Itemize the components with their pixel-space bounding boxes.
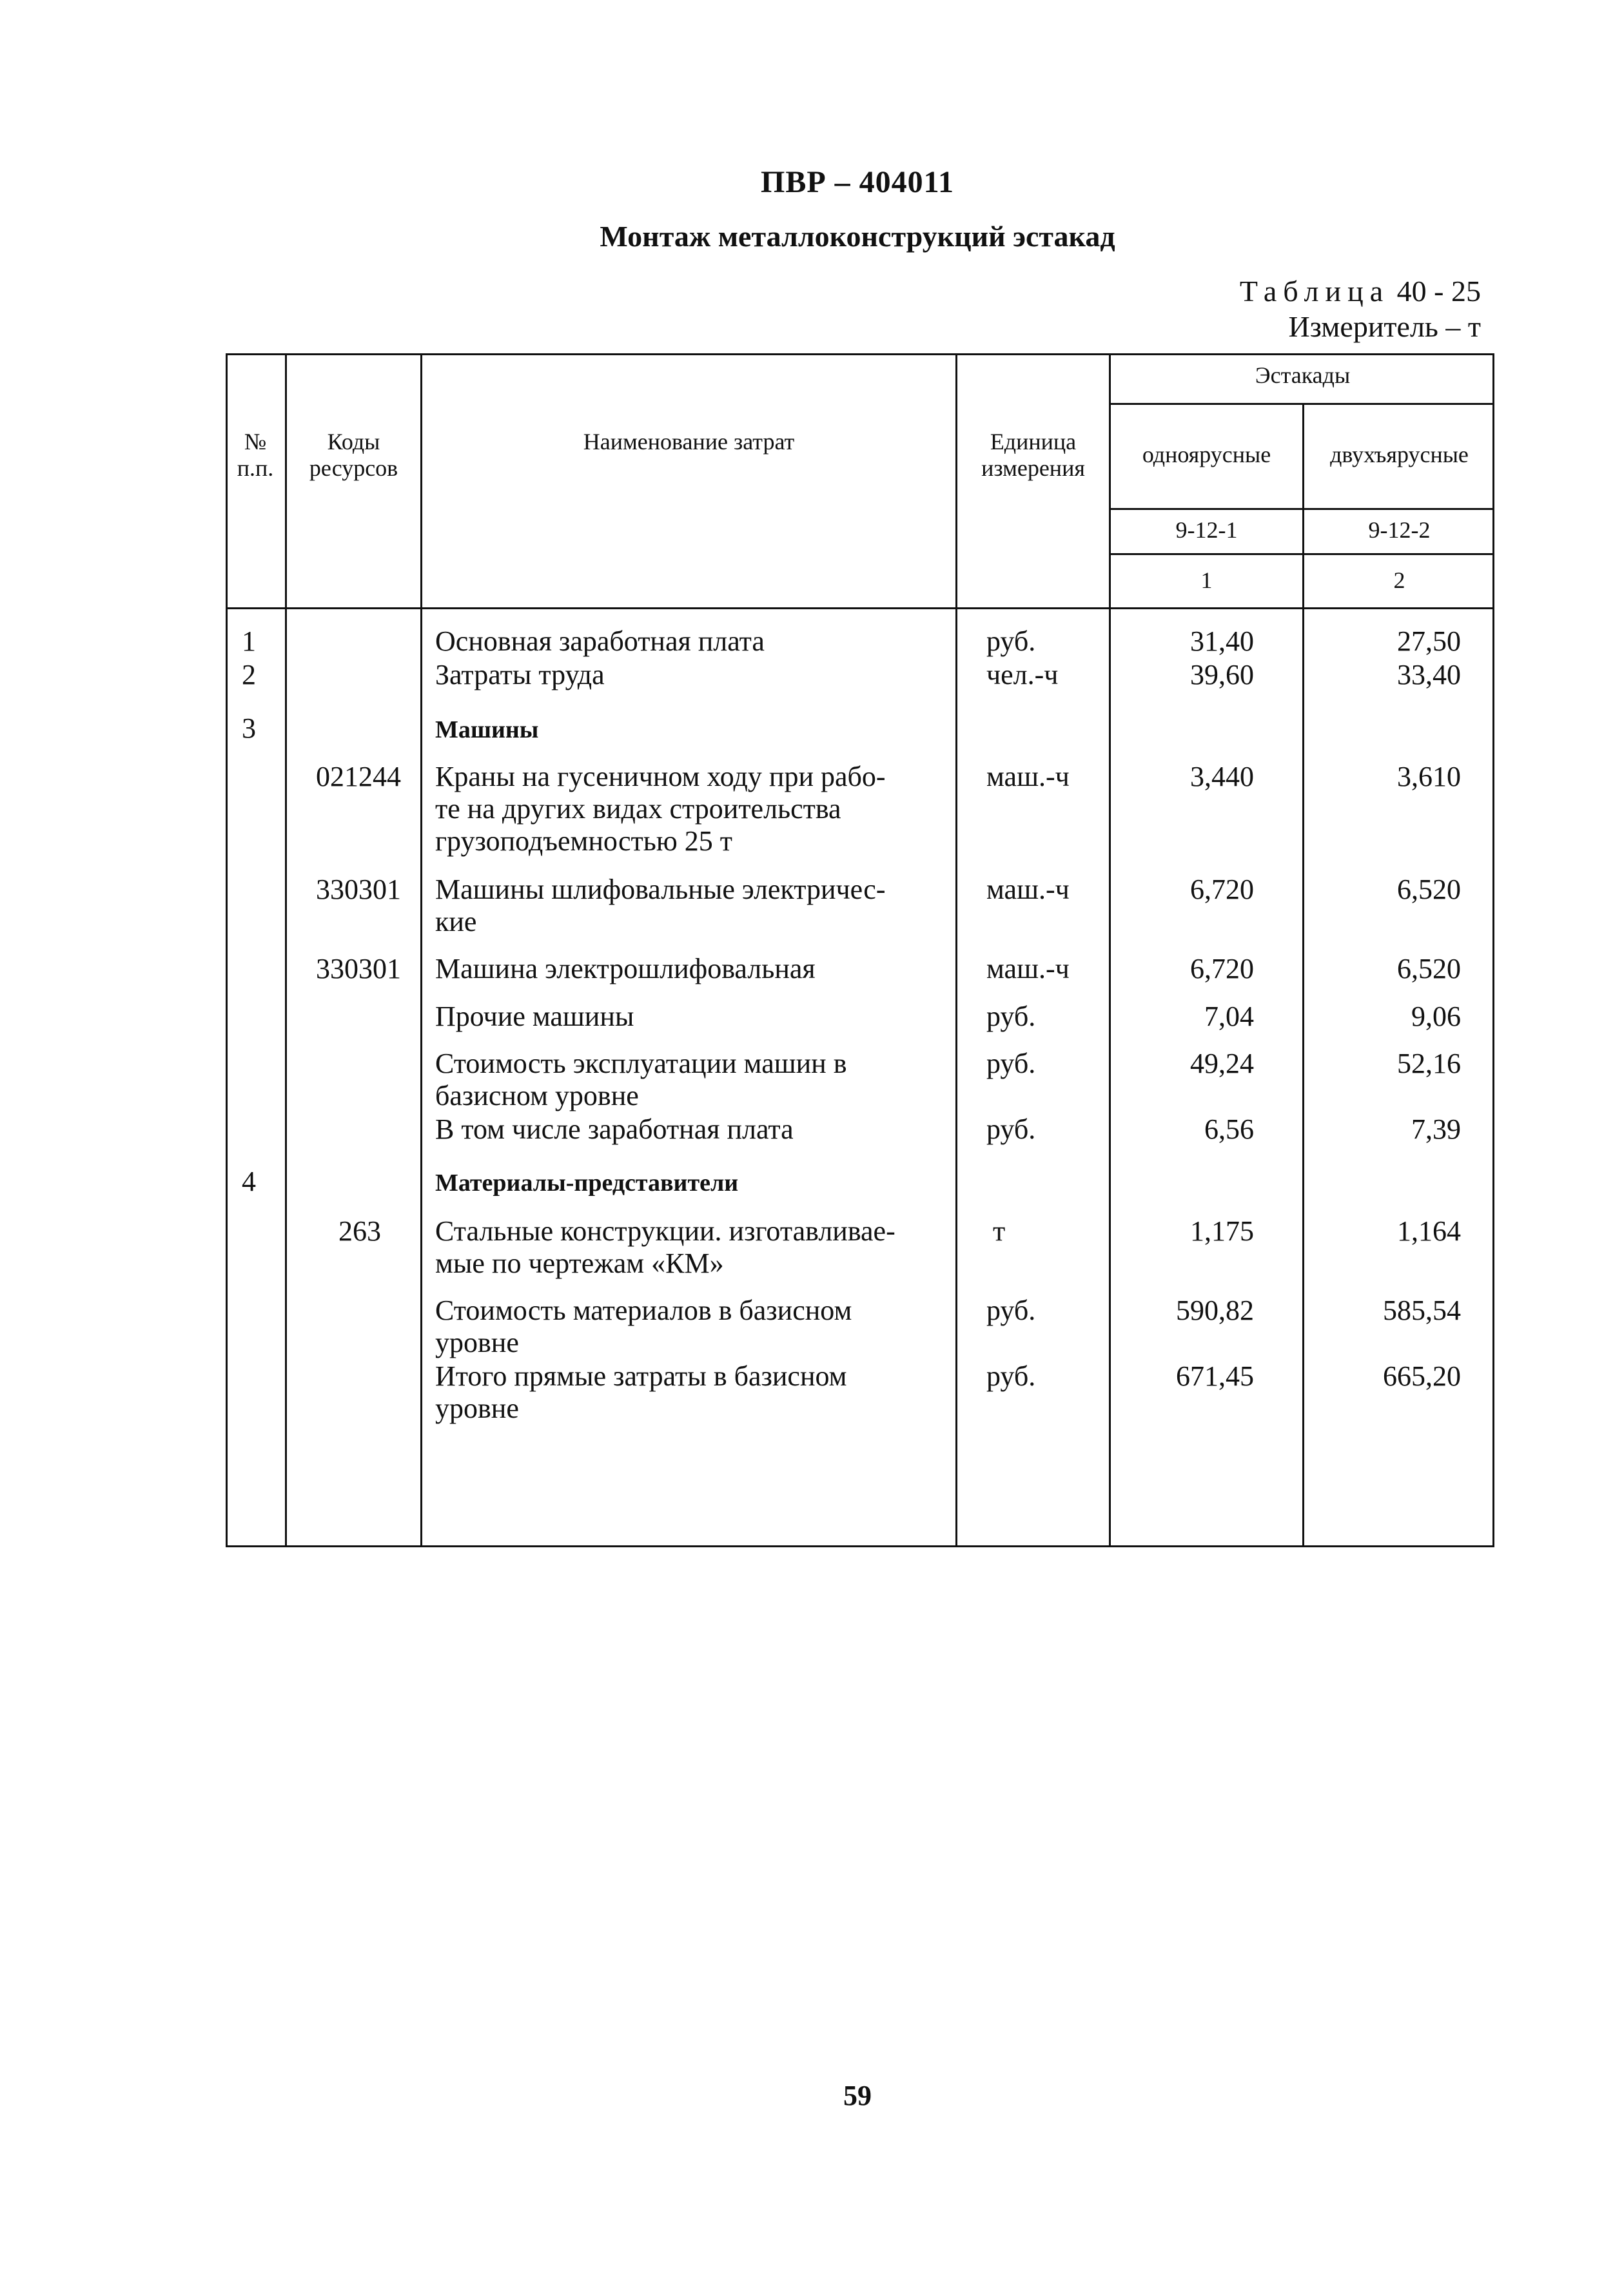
- section-machines: Машины: [435, 716, 539, 743]
- row-2-no: 2: [242, 659, 256, 690]
- row-machine-cost-unit: руб.: [986, 1048, 1036, 1079]
- row-1-no: 1: [242, 625, 256, 657]
- row-021244-name: Краны на гусеничном ходу при рабо-: [435, 761, 886, 792]
- row-330301b-name: Машина электрошлифовальная: [435, 953, 816, 984]
- header-name: Наименование затрат: [583, 429, 795, 455]
- row-021244-name2: те на других видах строительства: [435, 793, 841, 825]
- row-total-name2: уровне: [435, 1393, 519, 1424]
- col-divider-no: [285, 353, 287, 1547]
- row-1-v2: 27,50: [1397, 625, 1461, 657]
- row-including-wages-unit: руб.: [986, 1113, 1036, 1145]
- row-330301a-v2: 6,520: [1397, 874, 1461, 905]
- row-materials-cost-name2: уровне: [435, 1327, 519, 1358]
- row-330301b-code: 330301: [316, 953, 401, 984]
- row-263-v1: 1,175: [1190, 1215, 1254, 1247]
- row-4-no: 4: [242, 1166, 256, 1197]
- row-total-v1: 671,45: [1176, 1360, 1254, 1392]
- header-no: № п.п.: [237, 429, 274, 482]
- row-263-name: Стальные конструкции. изготавливае-: [435, 1215, 895, 1247]
- header-idx1: 1: [1200, 567, 1213, 593]
- row-1-name: Основная заработная плата: [435, 625, 765, 657]
- row-1-unit: руб.: [986, 625, 1036, 657]
- table-number: [1240, 274, 1481, 308]
- row-330301a-name: Машины шлифовальные электричес-: [435, 874, 886, 905]
- header-code2: 9-12-2: [1368, 517, 1431, 543]
- row-330301a-v1: 6,720: [1190, 874, 1254, 905]
- row-330301a-unit: маш.-ч: [986, 874, 1070, 905]
- row-materials-cost-name: Стоимость материалов в базисном: [435, 1295, 852, 1326]
- row-2-v1: 39,60: [1190, 659, 1254, 690]
- row-machine-cost-v2: 52,16: [1397, 1048, 1461, 1079]
- header-unit: Единица измерения: [981, 429, 1085, 482]
- row-total-unit: руб.: [986, 1360, 1036, 1392]
- row-021244-v2: 3,610: [1397, 761, 1461, 792]
- row-263-v2: 1,164: [1397, 1215, 1461, 1247]
- header-col1: одноярусные: [1142, 442, 1271, 467]
- row-2-name: Затраты труда: [435, 659, 605, 690]
- header-bottom-line: [226, 607, 1494, 609]
- table-number-value: 40 - 25: [1396, 275, 1481, 308]
- document-code: ПВР – 404011: [760, 165, 955, 199]
- header-divider-codes: [1109, 508, 1494, 510]
- row-021244-v1: 3,440: [1190, 761, 1254, 792]
- row-1-v1: 31,40: [1190, 625, 1254, 657]
- row-021244-code: 021244: [316, 761, 401, 792]
- row-2-unit: чел.-ч: [986, 659, 1059, 690]
- row-total-v2: 665,20: [1383, 1360, 1461, 1392]
- row-other-machines-name: Прочие машины: [435, 1001, 634, 1032]
- page-number: 59: [843, 2080, 872, 2111]
- row-330301b-v1: 6,720: [1190, 953, 1254, 984]
- col-divider-codes: [420, 353, 422, 1547]
- section-materials: Материалы-представители: [435, 1169, 739, 1197]
- row-263-name2: мые по чертежам «КМ»: [435, 1247, 724, 1279]
- header-codes: Коды ресурсов: [309, 429, 398, 482]
- row-330301b-unit: маш.-ч: [986, 953, 1070, 984]
- row-machine-cost-name2: базисном уровне: [435, 1080, 639, 1111]
- row-including-wages-v2: 7,39: [1411, 1113, 1461, 1145]
- header-group: Эстакады: [1255, 362, 1351, 388]
- col-divider-name: [955, 353, 957, 1547]
- header-code1: 9-12-1: [1175, 517, 1238, 543]
- row-021244-name3: грузоподъемностью 25 т: [435, 825, 732, 857]
- header-divider-index: [1109, 553, 1494, 555]
- row-263-code: 263: [338, 1215, 381, 1247]
- row-machine-cost-name: Стоимость эксплуатации машин в: [435, 1048, 847, 1079]
- row-materials-cost-unit: руб.: [986, 1295, 1036, 1326]
- row-machine-cost-v1: 49,24: [1190, 1048, 1254, 1079]
- header-idx2: 2: [1393, 567, 1405, 593]
- row-materials-cost-v2: 585,54: [1383, 1295, 1461, 1326]
- row-total-name: Итого прямые затраты в базисном: [435, 1360, 847, 1392]
- row-materials-cost-v1: 590,82: [1176, 1295, 1254, 1326]
- header-col2: двухъярусные: [1330, 442, 1469, 467]
- row-330301a-name2: кие: [435, 906, 477, 937]
- row-330301b-v2: 6,520: [1397, 953, 1461, 984]
- row-021244-unit: маш.-ч: [986, 761, 1070, 792]
- measure-unit: Измеритель – т: [1288, 310, 1481, 343]
- row-other-machines-v1: 7,04: [1204, 1001, 1254, 1032]
- row-other-machines-unit: руб.: [986, 1001, 1036, 1032]
- row-including-wages-v1: 6,56: [1204, 1113, 1254, 1145]
- row-3-no: 3: [242, 712, 256, 744]
- row-including-wages-name: В том числе заработная плата: [435, 1113, 794, 1145]
- document-subtitle: Монтаж металлоконструкций эстакад: [600, 220, 1115, 253]
- table-label: Таблица: [1239, 275, 1390, 308]
- row-2-v2: 33,40: [1397, 659, 1461, 690]
- row-330301a-code: 330301: [316, 874, 401, 905]
- header-divider-group: [1109, 403, 1494, 405]
- row-263-unit: т: [993, 1215, 1006, 1247]
- row-other-machines-v2: 9,06: [1411, 1001, 1461, 1032]
